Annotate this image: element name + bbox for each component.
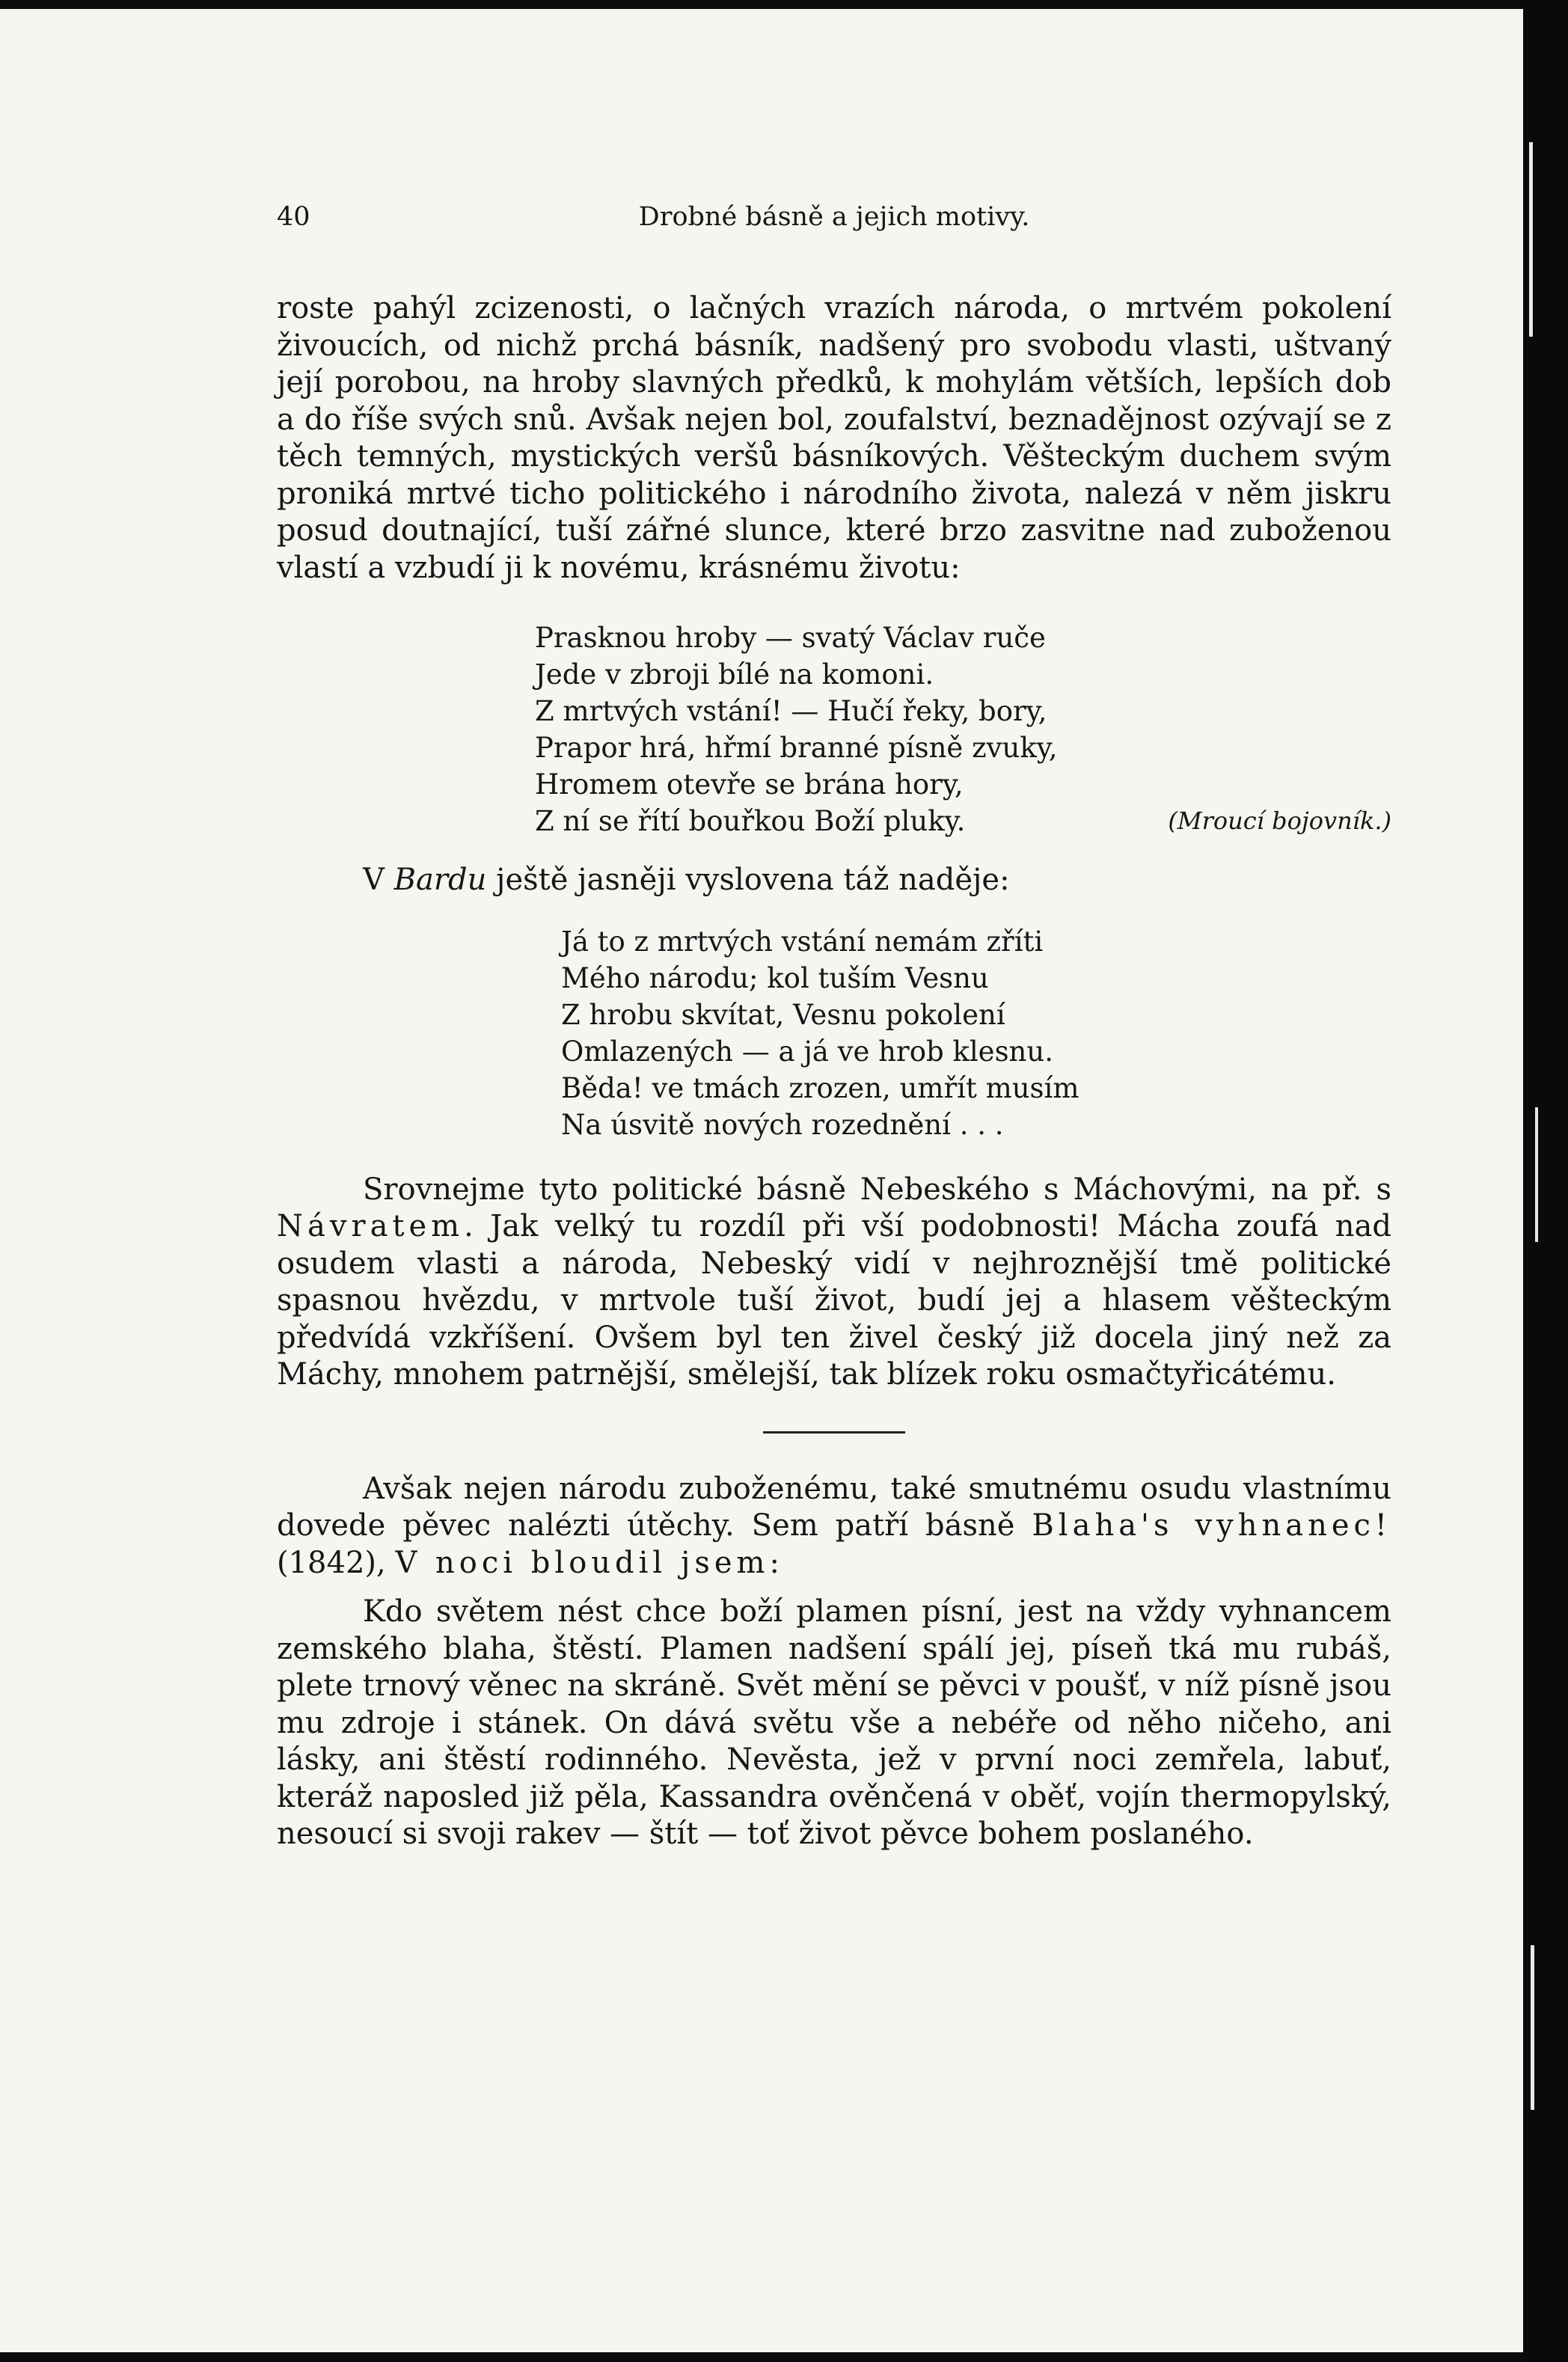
verse-line: Hromem otevře se brána hory, (535, 768, 964, 801)
verse-attribution: (Mroucí bojovník.) (1168, 807, 1391, 835)
work-title: Blaha's vyhnanec! (1032, 1508, 1392, 1543)
paragraph-2 (277, 862, 1391, 899)
page-number: 40 (277, 202, 310, 232)
edge-mark (1535, 1107, 1538, 1242)
verse-block-2 (561, 923, 1391, 1143)
running-title: Drobné básně a jejich motivy. (638, 202, 1030, 232)
verse-line: Jede v zbroji bílé na komoni. (535, 658, 934, 691)
verse-line: Z hrobu skvítat, Vesnu pokolení (561, 998, 1005, 1031)
text-run: . Jak velký tu rozdíl při vší podobnosti! Mácha zoufá nad osudem vlasti a národa, Nebeský vidí v nejhroznější tmě politické spasnou hvězdu, v mrtvole tuší život, budí jej a hlasem věšteckým předvídá vzkříšení. Ovšem byl ten živel český již docela jiný než za Máchy, mnohem patrnější, smělejší, tak blízek roku osmačtyřicátému. (277, 1209, 1391, 1392)
verse-block-1 (535, 619, 1391, 839)
verse-line: Mého národu; kol tuším Vesnu (561, 961, 989, 994)
scan-edge (1523, 0, 1568, 2362)
text-run: V (363, 863, 394, 897)
verse-line: Z ní se řítí bouřkou Boží pluky. (535, 805, 966, 837)
work-title: Návratem (277, 1209, 465, 1243)
verse-line: Prasknou hroby — svatý Václav ruče (535, 622, 1046, 654)
verse-line: Omlazených — a já ve hrob klesnu. (561, 1035, 1053, 1068)
paragraph-5: Kdo světem nést chce boží plamen písní, jest na vždy vyhnancem zemského blaha, štěstí. Plamen nadšení spálí jej, píseň tká mu rubáš, plete trnový věnec na skráně. Svět mění se pěvci v poušť, v níž písně jsou mu zdroje i stánek. On dává světu vše a nebéře od něho ničeho, ani lásky, ani štěstí rodinného. Nevěsta, jež v první noci zemřela, labuť, kteráž naposled již pěla, Kassandra ověnčená v oběť, vojín thermopylský, nesoucí si svoji rakev — štít — toť život pěvce bohem poslaného. (277, 1594, 1391, 1851)
verse-line: Já to z mrtvých vstání nemám zříti (561, 925, 1044, 958)
page-content (277, 195, 1391, 1853)
edge-mark (1531, 1945, 1534, 2110)
work-title: V noci bloudil jsem: (395, 1545, 784, 1580)
paragraph-1: roste pahýl zcizenosti, o lačných vrazích národa, o mrtvém pokolení živoucích, od nichž prchá básník, nadšený pro svobodu vlasti, uštvaný její porobou, na hroby slavných předků, k mohylám větších, lepších dob a do říše svých snů. Avšak nejen bol, zoufalství, beznadějnost ozývají se z těch temných, mystických veršů básníkových. Věšteckým duchem svým proniká mrtvé ticho politického i národního života, nalezá v něm jiskru posud doutnající, tuší zářné slunce, které brzo zasvitne nad zuboženou vlastí a vzbudí ji k novému, krásnému životu: (277, 291, 1391, 585)
verse-line: Na úsvitě nových rozednění . . . (561, 1108, 1004, 1141)
verse-line: Z mrtvých vstání! — Hučí řeky, bory, (535, 695, 1047, 727)
section-divider (763, 1431, 905, 1434)
edge-mark (1529, 142, 1533, 337)
text-run: ještě jasněji vyslovena táž naděje: (486, 863, 1010, 897)
work-title: Bardu (393, 863, 487, 897)
verse-line: Prapor hrá, hřmí branné písně zvuky, (535, 732, 1058, 764)
page-header (277, 195, 1391, 239)
text-run: (1842), (277, 1545, 396, 1580)
paragraph-3 (277, 1172, 1391, 1394)
paragraph-4 (277, 1471, 1391, 1582)
verse-line: Běda! ve tmách zrozen, umřít musím (561, 1071, 1079, 1104)
text-run: Avšak nejen národu zuboženému, také smutnému osudu vlastnímu dovede pěvec nalézti útěchy. Sem patří básně (277, 1471, 1391, 1543)
text-run: Srovnejme tyto politické básně Nebeského s Máchovými, na př. s (363, 1172, 1391, 1207)
